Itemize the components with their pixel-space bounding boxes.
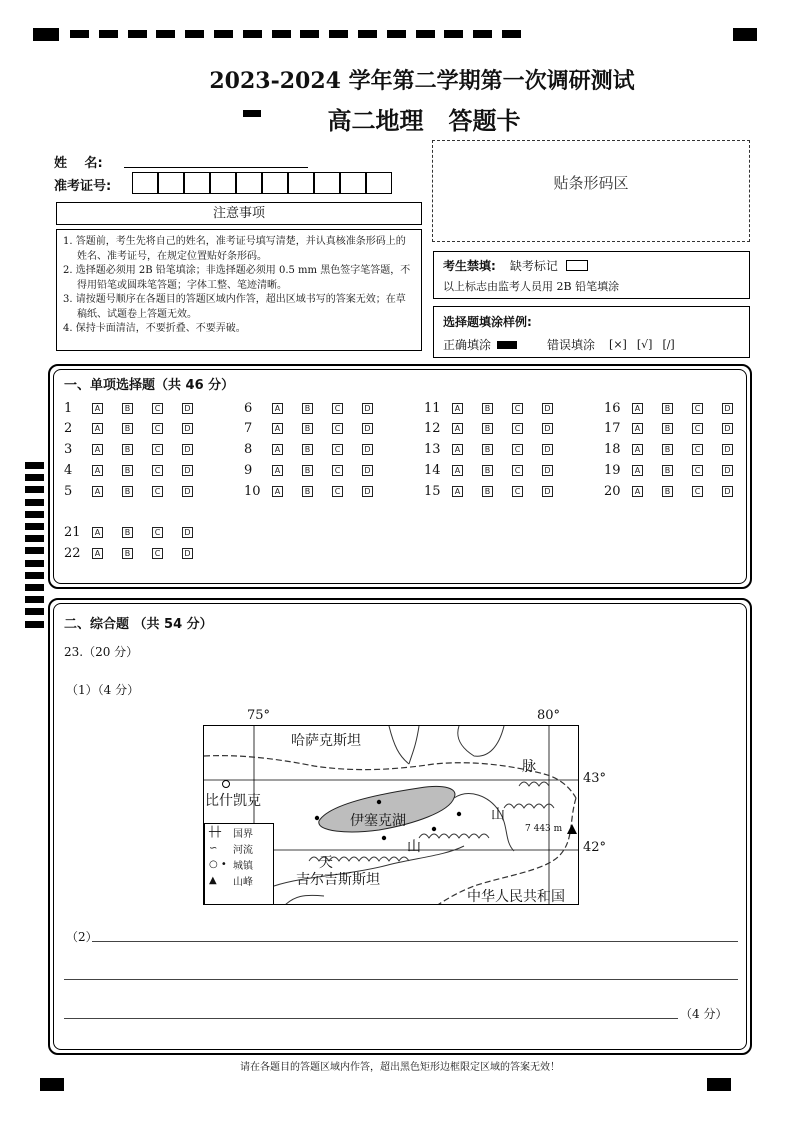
name-field[interactable]	[124, 152, 308, 168]
timing-mark	[272, 30, 291, 38]
option-bubble-a[interactable]: A	[272, 444, 283, 455]
wrong-mark-x: [×]	[609, 338, 627, 351]
option-bubble-c[interactable]: C	[692, 444, 703, 455]
footer-warning: 请在各题目的答题区域内作答，超出黑色矩形边框限定区域的答案无效！	[240, 1062, 560, 1073]
question-number: 4	[64, 462, 73, 478]
river	[389, 726, 419, 764]
option-bubble-d[interactable]: D	[362, 444, 373, 455]
question-number: 5	[64, 483, 73, 499]
option-bubble-c[interactable]: C	[692, 423, 703, 434]
timing-mark	[25, 572, 44, 579]
option-bubble-b[interactable]: B	[302, 403, 313, 414]
option-bubble-d[interactable]: D	[362, 423, 373, 434]
legend-peak: 山峰	[233, 876, 253, 888]
map-lat-43: 43°	[583, 771, 607, 786]
question-18	[604, 441, 752, 457]
registration-mark	[40, 1078, 64, 1091]
river	[458, 726, 504, 756]
question-17	[604, 420, 752, 436]
option-bubble-a[interactable]: A	[632, 444, 643, 455]
map-lon-75: 75°	[247, 708, 271, 723]
question-number: 8	[244, 441, 253, 457]
option-bubble-c[interactable]: C	[692, 465, 703, 476]
exam-id-digit-box[interactable]	[210, 172, 236, 194]
timing-mark	[25, 486, 44, 493]
option-bubble-a[interactable]: A	[272, 403, 283, 414]
option-bubble-d[interactable]: D	[362, 465, 373, 476]
notice-list	[56, 229, 422, 351]
option-bubble-c[interactable]: C	[512, 444, 523, 455]
option-bubble-b[interactable]: B	[662, 423, 673, 434]
option-bubble-a[interactable]: A	[272, 465, 283, 476]
exam-ban-label: 考生禁填:	[443, 259, 496, 273]
tianshan-range	[519, 782, 549, 786]
river	[454, 794, 514, 851]
part2-label: （2）	[66, 930, 98, 944]
notice-item: 3. 请按题号顺序在各题目的答题区域内作答，超出区域书写的答案无效；在草稿纸、试题卷上答题无效。	[63, 294, 406, 320]
option-bubble-b[interactable]: B	[662, 403, 673, 414]
question-19	[604, 462, 752, 478]
question-number: 20	[604, 483, 621, 499]
option-bubble-a[interactable]: A	[632, 423, 643, 434]
option-bubble-d[interactable]: D	[722, 403, 733, 414]
option-bubble-c[interactable]: C	[332, 444, 343, 455]
option-bubble-a[interactable]: A	[272, 423, 283, 434]
option-bubble-b[interactable]: B	[122, 465, 133, 476]
label-china: 中华人民共和国	[467, 889, 565, 905]
question-number: 16	[604, 400, 621, 416]
absent-mark-box[interactable]	[566, 260, 588, 271]
border-icon: ┼┼	[209, 826, 222, 838]
card-subtitle: 高二地理 答题卡	[327, 106, 521, 135]
question-20	[604, 483, 752, 499]
question-number: 22	[64, 545, 81, 561]
exam-ban-box	[433, 251, 750, 299]
option-bubble-c[interactable]: C	[152, 548, 163, 559]
question-number: 15	[424, 483, 441, 499]
option-bubble-b[interactable]: B	[482, 486, 493, 497]
question-number: 10	[244, 483, 261, 499]
barcode-area: 贴条形码区	[432, 140, 750, 242]
option-bubble-c[interactable]: C	[152, 527, 163, 538]
timing-mark	[473, 30, 492, 38]
label-issyk-kul: 伊塞克湖	[350, 813, 406, 829]
exam-id-digit-box[interactable]	[262, 172, 288, 194]
question-1	[64, 400, 212, 416]
exam-id-digit-box[interactable]	[158, 172, 184, 194]
timing-mark	[156, 30, 175, 38]
timing-mark	[358, 30, 377, 38]
timing-mark	[25, 474, 44, 481]
option-bubble-c[interactable]: C	[692, 403, 703, 414]
option-bubble-b[interactable]: B	[122, 444, 133, 455]
option-bubble-a[interactable]: A	[452, 423, 463, 434]
name-label: 姓 名:	[54, 156, 103, 171]
option-bubble-c[interactable]: C	[512, 423, 523, 434]
exam-id-digit-box[interactable]	[340, 172, 366, 194]
correct-fill-sample	[497, 341, 517, 349]
town-icon: ○ •	[209, 858, 227, 870]
option-bubble-a[interactable]: A	[92, 465, 103, 476]
registration-mark	[733, 28, 757, 41]
label-tian: 天	[319, 855, 333, 871]
town-dot	[315, 816, 319, 820]
question-number: 12	[424, 420, 441, 436]
option-bubble-c[interactable]: C	[692, 486, 703, 497]
option-bubble-d[interactable]: D	[362, 403, 373, 414]
option-bubble-d[interactable]: D	[542, 465, 553, 476]
answer-line[interactable]	[64, 1018, 678, 1019]
bishkek-town	[223, 781, 230, 788]
option-bubble-b[interactable]: B	[662, 465, 673, 476]
question-6	[244, 400, 392, 416]
part2-score: （4 分）	[680, 1007, 728, 1021]
section1-heading: 一、单项选择题（共 46 分）	[64, 378, 235, 393]
question-7	[244, 420, 392, 436]
question-12	[424, 420, 572, 436]
map-lon-80: 80°	[537, 708, 561, 723]
option-bubble-d[interactable]: D	[182, 527, 193, 538]
timing-mark	[25, 499, 44, 506]
question-10	[244, 483, 392, 499]
option-bubble-d[interactable]: D	[182, 423, 193, 434]
timing-mark	[25, 511, 44, 518]
option-bubble-d[interactable]: D	[182, 486, 193, 497]
question-number: 6	[244, 400, 253, 416]
timing-mark	[99, 30, 118, 38]
option-bubble-a[interactable]: A	[632, 486, 643, 497]
question-4	[64, 462, 212, 478]
timing-mark	[214, 30, 233, 38]
option-bubble-d[interactable]: D	[182, 403, 193, 414]
peak-icon	[567, 824, 577, 834]
label-mai: 脉	[522, 759, 536, 775]
question-number: 17	[604, 420, 621, 436]
question-number: 9	[244, 462, 253, 478]
option-bubble-c[interactable]: C	[152, 423, 163, 434]
label-kyrgyzstan: 吉尔吉斯斯坦	[296, 872, 380, 888]
wrong-mark-check: [√]	[636, 338, 653, 351]
question-number: 19	[604, 462, 621, 478]
question-number: 13	[424, 441, 441, 457]
option-bubble-a[interactable]: A	[632, 403, 643, 414]
legend-town: 城镇	[233, 860, 253, 872]
timing-mark	[25, 547, 44, 554]
option-bubble-a[interactable]: A	[92, 403, 103, 414]
fill-sample-title: 选择题填涂样例:	[443, 315, 532, 329]
option-bubble-c[interactable]: C	[152, 465, 163, 476]
option-bubble-d[interactable]: D	[722, 423, 733, 434]
town-dot	[382, 836, 386, 840]
timing-mark	[502, 30, 521, 38]
exam-ban-note: 以上标志由监考人员用 2B 铅笔填涂	[443, 280, 620, 293]
registration-mark	[707, 1078, 731, 1091]
label-peak-height: 7 443 m	[525, 824, 563, 834]
answer-line[interactable]	[64, 979, 738, 980]
option-bubble-b[interactable]: B	[302, 444, 313, 455]
timing-mark	[25, 462, 44, 469]
option-bubble-b[interactable]: B	[302, 423, 313, 434]
notice-item: 4. 保持卡面清洁，不要折叠、不要弄破。	[63, 323, 246, 334]
question-23-label: 23.（20 分）	[64, 645, 139, 659]
option-bubble-a[interactable]: A	[452, 444, 463, 455]
exam-id-digit-box[interactable]	[236, 172, 262, 194]
option-bubble-a[interactable]: A	[632, 465, 643, 476]
exam-id-label: 准考证号:	[54, 179, 112, 194]
option-bubble-b[interactable]: B	[122, 403, 133, 414]
exam-id-digit-box[interactable]	[288, 172, 314, 194]
option-bubble-b[interactable]: B	[302, 465, 313, 476]
option-bubble-b[interactable]: B	[482, 465, 493, 476]
option-bubble-a[interactable]: A	[452, 465, 463, 476]
timing-mark	[444, 30, 463, 38]
label-bishkek: 比什凯克	[205, 793, 261, 809]
timing-mark	[416, 30, 435, 38]
option-bubble-a[interactable]: A	[92, 486, 103, 497]
exam-id-digit-box[interactable]	[366, 172, 392, 194]
question-22	[64, 545, 212, 561]
option-bubble-a[interactable]: A	[452, 486, 463, 497]
option-bubble-a[interactable]: A	[92, 527, 103, 538]
option-bubble-d[interactable]: D	[722, 444, 733, 455]
timing-mark	[387, 30, 406, 38]
option-bubble-c[interactable]: C	[512, 486, 523, 497]
option-bubble-a[interactable]: A	[92, 548, 103, 559]
wrong-fill-label: 错误填涂	[547, 338, 596, 352]
question-number: 1	[64, 400, 73, 416]
option-bubble-c[interactable]: C	[512, 403, 523, 414]
option-bubble-d[interactable]: D	[182, 465, 193, 476]
timing-mark	[70, 30, 89, 38]
notice-item: 2. 选择题必须用 2B 铅笔填涂；非选择题必须用 0.5 mm 黑色签字笔答题，不得用铅笔或圆珠笔答题；字体工整、笔迹清晰。	[63, 265, 411, 291]
timing-mark	[243, 30, 262, 38]
fill-sample-box	[433, 306, 750, 358]
option-bubble-b[interactable]: B	[662, 444, 673, 455]
legend-border: 国界	[233, 828, 253, 840]
option-bubble-d[interactable]: D	[542, 423, 553, 434]
question-8	[244, 441, 392, 457]
question-16	[604, 400, 752, 416]
correct-fill-label: 正确填涂	[443, 338, 492, 352]
option-bubble-c[interactable]: C	[332, 403, 343, 414]
option-bubble-b[interactable]: B	[122, 548, 133, 559]
question-2	[64, 420, 212, 436]
option-bubble-b[interactable]: B	[122, 486, 133, 497]
timing-mark	[300, 30, 319, 38]
question-number: 11	[424, 400, 441, 416]
timing-mark	[25, 608, 44, 615]
timing-mark	[25, 584, 44, 591]
option-bubble-b[interactable]: B	[122, 527, 133, 538]
timing-mark	[25, 523, 44, 530]
question-number: 7	[244, 420, 253, 436]
absent-mark-label: 缺考标记	[509, 259, 558, 273]
exam-id-digit-box[interactable]	[314, 172, 340, 194]
town-dot	[432, 827, 436, 831]
tianshan-range	[504, 804, 554, 808]
label-shan-lower: 山	[407, 839, 421, 855]
timing-mark	[25, 535, 44, 542]
question-number: 18	[604, 441, 621, 457]
question-11	[424, 400, 572, 416]
option-bubble-c[interactable]: C	[332, 465, 343, 476]
option-bubble-d[interactable]: D	[722, 486, 733, 497]
timing-mark	[25, 596, 44, 603]
timing-mark	[25, 621, 44, 628]
question-number: 2	[64, 420, 73, 436]
option-bubble-d[interactable]: D	[542, 444, 553, 455]
option-bubble-c[interactable]: C	[512, 465, 523, 476]
notice-item: 1. 答题前，考生先将自己的姓名，准考证号填写清楚，并认真核准条形码上的姓名、准考证号，在规定位置贴好条形码。	[63, 236, 406, 262]
option-bubble-c[interactable]: C	[152, 444, 163, 455]
timing-mark	[329, 30, 348, 38]
exam-id-digit-box[interactable]	[132, 172, 158, 194]
wrong-mark-slash: [/]	[662, 338, 675, 351]
option-bubble-b[interactable]: B	[482, 423, 493, 434]
answer-line[interactable]	[92, 941, 738, 942]
map-lat-42: 42°	[583, 840, 607, 855]
notice-heading: 注意事项	[56, 202, 422, 225]
question-number: 21	[64, 524, 81, 540]
option-bubble-d[interactable]: D	[362, 486, 373, 497]
question-14	[424, 462, 572, 478]
section2-heading: 二、综合题 （共 54 分）	[64, 617, 213, 632]
label-kazakhstan: 哈萨克斯坦	[291, 733, 361, 749]
option-bubble-c[interactable]: C	[332, 423, 343, 434]
timing-mark	[25, 560, 44, 567]
option-bubble-d[interactable]: D	[182, 444, 193, 455]
option-bubble-c[interactable]: C	[332, 486, 343, 497]
timing-mark	[185, 30, 204, 38]
map-legend	[204, 823, 274, 905]
question-9	[244, 462, 392, 478]
label-shan-upper: 山	[491, 807, 505, 823]
exam-title: 2023-2024 学年第二学期第一次调研测试	[209, 68, 635, 94]
part1-label: （1）（4 分）	[66, 683, 140, 697]
option-bubble-b[interactable]: B	[482, 403, 493, 414]
question-21	[64, 524, 212, 540]
option-bubble-c[interactable]: C	[152, 486, 163, 497]
option-bubble-d[interactable]: D	[182, 548, 193, 559]
question-number: 3	[64, 441, 73, 457]
question-5	[64, 483, 212, 499]
option-bubble-d[interactable]: D	[542, 403, 553, 414]
question-15	[424, 483, 572, 499]
question-3	[64, 441, 212, 457]
tianshan-map	[203, 725, 579, 905]
river-icon: ∽	[209, 842, 218, 854]
option-bubble-a[interactable]: A	[272, 486, 283, 497]
option-bubble-d[interactable]: D	[542, 486, 553, 497]
river	[284, 895, 324, 905]
question-13	[424, 441, 572, 457]
town-dot	[457, 812, 461, 816]
option-bubble-a[interactable]: A	[452, 403, 463, 414]
peak-legend-icon: ▲	[209, 874, 217, 886]
exam-id-digit-box[interactable]	[184, 172, 210, 194]
option-bubble-b[interactable]: B	[122, 423, 133, 434]
option-bubble-a[interactable]: A	[92, 423, 103, 434]
town-dot	[377, 800, 381, 804]
option-bubble-b[interactable]: B	[662, 486, 673, 497]
option-bubble-d[interactable]: D	[722, 465, 733, 476]
registration-mark	[33, 28, 59, 41]
option-bubble-c[interactable]: C	[152, 403, 163, 414]
option-bubble-a[interactable]: A	[92, 444, 103, 455]
legend-river: 河流	[233, 844, 253, 856]
tianshan-range	[419, 834, 489, 838]
option-bubble-b[interactable]: B	[482, 444, 493, 455]
option-bubble-b[interactable]: B	[302, 486, 313, 497]
timing-mark	[128, 30, 147, 38]
question-number: 14	[424, 462, 441, 478]
